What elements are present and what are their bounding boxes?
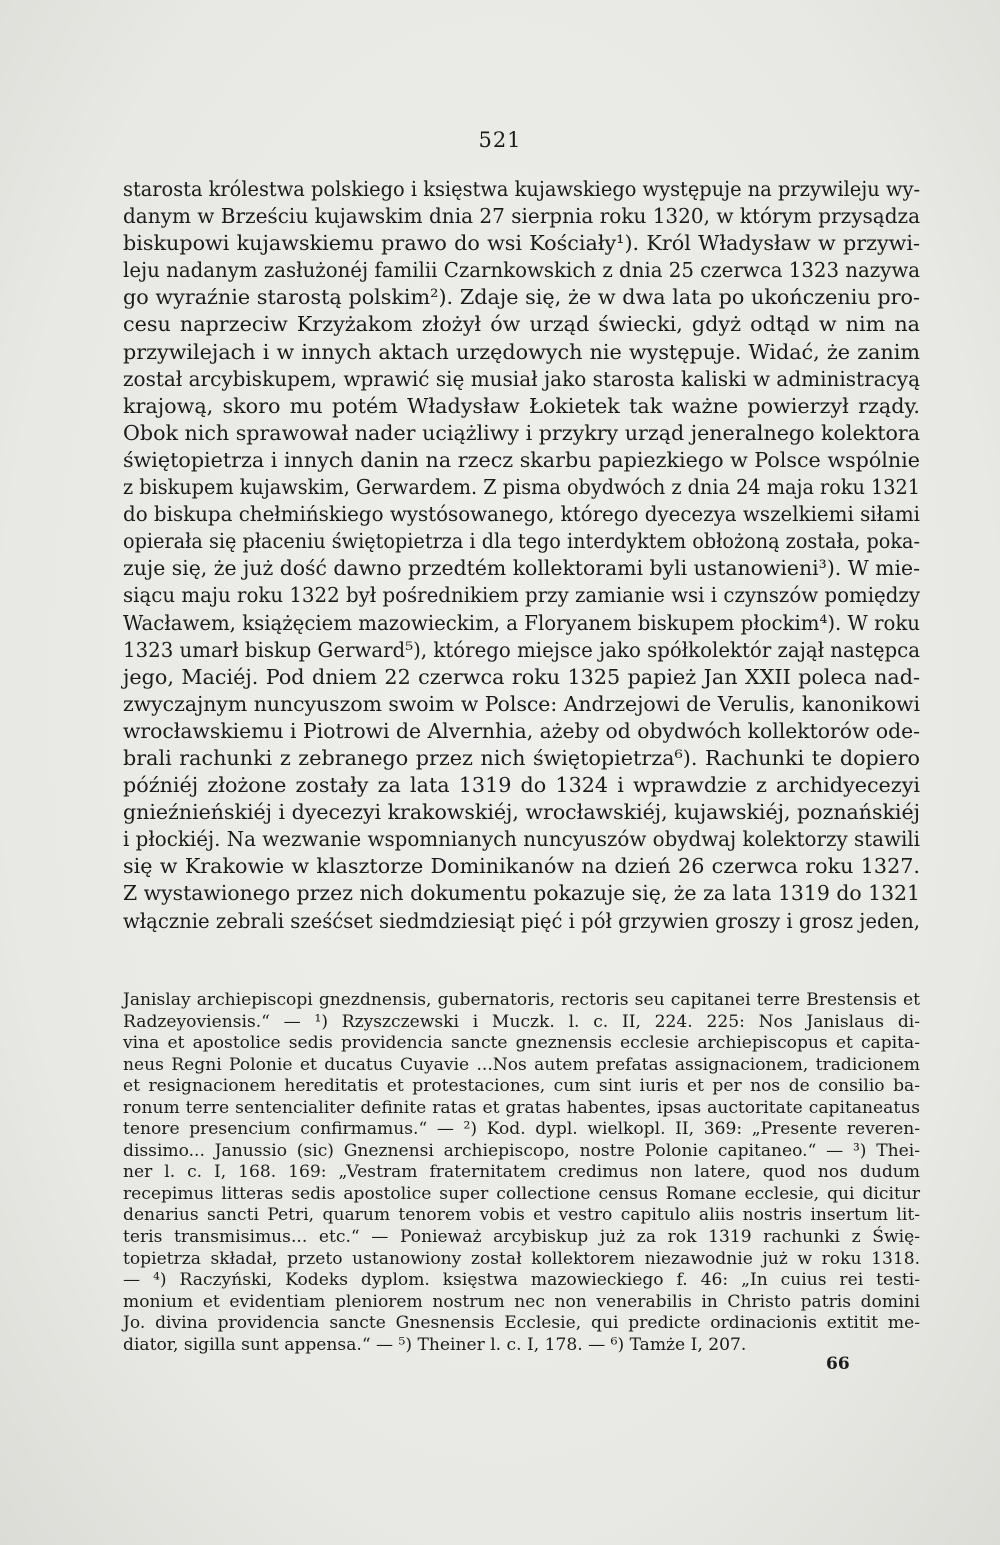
text-line: się w Krakowie w klasztorze Dominikanów na dzień 26 czerwca roku 1327. bbox=[123, 854, 920, 879]
footnote-line: denarius sancti Petri, quarum tenorem vobis et vestro capitulo aliis nostris insertum lit- bbox=[123, 1205, 920, 1226]
footnote-line: ner l. c. I, 168. 169: „Vestram fraternitatem credimus non latere, quod nos dudum bbox=[123, 1162, 920, 1183]
text-line: cesu naprzeciw Krzyżakom złożył ów urząd świecki, gdyż odtąd w nim na bbox=[123, 312, 920, 337]
footnotes bbox=[123, 990, 920, 1356]
text-line: zwyczajnym nuncyuszom swoim w Polsce: Andrzejowi de Verulis, kanonikowi bbox=[123, 691, 920, 716]
text-line: świętopietrza i innych danin na rzecz skarbu papiezkiego w Polsce wspólnie bbox=[123, 447, 920, 472]
footnote-line: vina et apostolice sedis providencia sancte gneznensis ecclesie archiepiscopus et capita- bbox=[123, 1033, 920, 1054]
text-line: Obok nich sprawował nader uciążliwy i przykry urząd jeneralnego kolektora bbox=[123, 420, 920, 445]
text-line: 1323 umarł biskup Gerward⁵), którego miejsce jako spółkolektór zajął następca bbox=[123, 637, 920, 662]
footnote-line: topietrza składał, przeto ustanowiony został kollektorem niezawodnie już w roku 1318. bbox=[123, 1248, 920, 1269]
text-line: siącu maju roku 1322 był pośrednikiem przy zamianie wsi i czynszów pomiędzy bbox=[123, 583, 920, 608]
text-line: wrocławskiemu i Piotrowi de Alvernhia, ażeby od obydwóch kollektorów ode- bbox=[123, 718, 920, 743]
footnote-line: Jo. divina providencia sancte Gnesnensis Ecclesie, qui predicte ordinacionis extitit me- bbox=[123, 1313, 920, 1334]
footnote-line: recepimus litteras sedis apostolice super collectione census Romane ecclesie, qui dicitur bbox=[123, 1183, 920, 1204]
text-line: opierała się płaceniu świętopietrza i dla tego interdyktem obłożoną została, poka- bbox=[123, 529, 920, 554]
footnote-line: tenore presencium confirmamus.“ — ²) Kod. dypl. wielkopl. II, 369: „Presente reveren- bbox=[123, 1119, 920, 1140]
text-line: jego, Maciéj. Pod dniem 22 czerwca roku 1325 papież Jan XXII poleca nad- bbox=[123, 664, 920, 689]
footnote-line: teris transmisimus... etc.“ — Ponieważ arcybiskup już za rok 1319 rachunki z Świę- bbox=[123, 1227, 920, 1248]
text-line: zuje się, że już dość dawno przedtém kollektorami byli ustanowieni³). W mie- bbox=[123, 556, 920, 581]
text-line: do biskupa chełmińskiego wystósowanego, którego dyecezya wszelkiemi siłami bbox=[123, 502, 920, 527]
footnote-line: ronum terre sentencialiter definite ratas et gratas habentes, ipsas auctoritate capitaneatus bbox=[123, 1097, 920, 1118]
footnote-line: et resignacionem hereditatis et protestaciones, cum sint iuris et per nos de consilio ba- bbox=[123, 1076, 920, 1097]
footnote-line: neus Regni Polonie et ducatus Cuyavie ...Nos autem prefatas assignacionem, tradicionem bbox=[123, 1054, 920, 1075]
page-number: 521 bbox=[478, 128, 522, 152]
text-line: gnieźnieńskiéj i dyecezyi krakowskiéj, wrocławskiéj, kujawskiéj, poznańskiéj bbox=[123, 800, 920, 825]
footnote-line: monium et evidentiam pleniorem nostrum nec non venerabilis in Christo patris domini bbox=[123, 1291, 920, 1312]
text-line: Wacławem, książęciem mazowieckim, a Floryanem biskupem płockim⁴). W roku bbox=[123, 610, 920, 635]
text-line: Z wystawionego przez nich dokumentu pokazuje się, że za lata 1319 do 1321 bbox=[123, 881, 920, 906]
text-line: starosta królestwa polskiego i księstwa kujawskiego występuje na przywileju wy- bbox=[123, 177, 920, 201]
text-line: go wyraźnie starostą polskim²). Zdaje się, że w dwa lata po ukończeniu pro- bbox=[123, 285, 920, 310]
footnote-line: dissimo... Janussio (sic) Gneznensi archiepiscopo, nostre Polonie capitaneo.“ — ³) Thei- bbox=[123, 1140, 920, 1161]
signature-mark: 66 bbox=[826, 1354, 850, 1374]
footnote-line: Janislay archiepiscopi gnezdnensis, gubernatoris, rectoris seu capitanei terre Brestensis et bbox=[123, 990, 920, 1010]
text-line: danym w Brześciu kujawskim dnia 27 sierpnia roku 1320, w którym przysądza bbox=[123, 204, 920, 229]
footnote-line: — ⁴) Raczyński, Kodeks dyplom. księstwa mazowieckiego f. 46: „In cuius rei testi- bbox=[123, 1270, 920, 1291]
text-line: leju nadanym zasłużonéj familii Czarnkowskich z dnia 25 czerwca 1323 nazywa bbox=[123, 258, 920, 283]
text-line: biskupowi kujawskiemu prawo do wsi Kościały¹). Król Władysław w przywi- bbox=[123, 231, 920, 256]
text-line: przywilejach i w innych aktach urzędowych nie występuje. Widać, że zanim bbox=[123, 339, 920, 364]
text-line: brali rachunki z zebranego przez nich świętopietrza⁶). Rachunki te dopiero bbox=[123, 745, 920, 770]
text-line: późniéj złożone zostały za lata 1319 do 1324 i wprawdzie z archidyecezyi bbox=[123, 773, 920, 798]
footnote-line: Radzeyoviensis.“ — ¹) Rzyszczewski i Muczk. l. c. II, 224. 225: Nos Janislaus di- bbox=[123, 1011, 920, 1032]
text-line: krajową, skoro mu potém Władysław Łokietek tak ważne powierzył rządy. bbox=[123, 393, 920, 418]
text-line: włącznie zebrali sześćset siedmdziesiąt pięć i pół grzywien groszy i grosz jeden, bbox=[123, 908, 920, 933]
text-line: z biskupem kujawskim, Gerwardem. Z pisma obydwóch z dnia 24 maja roku 1321 bbox=[123, 475, 920, 500]
main-text bbox=[123, 176, 920, 935]
footnote-line: diator, sigilla sunt appensa.“ — ⁵) Theiner l. c. I, 178. — ⁶) Tamże I, 207. bbox=[123, 1334, 747, 1355]
text-line: i płockiéj. Na wezwanie wspomnianych nuncyuszów obydwaj kolektorzy stawili bbox=[123, 827, 920, 852]
text-line: został arcybiskupem, wprawić się musiał jako starosta kaliski w administracyą bbox=[123, 366, 920, 391]
